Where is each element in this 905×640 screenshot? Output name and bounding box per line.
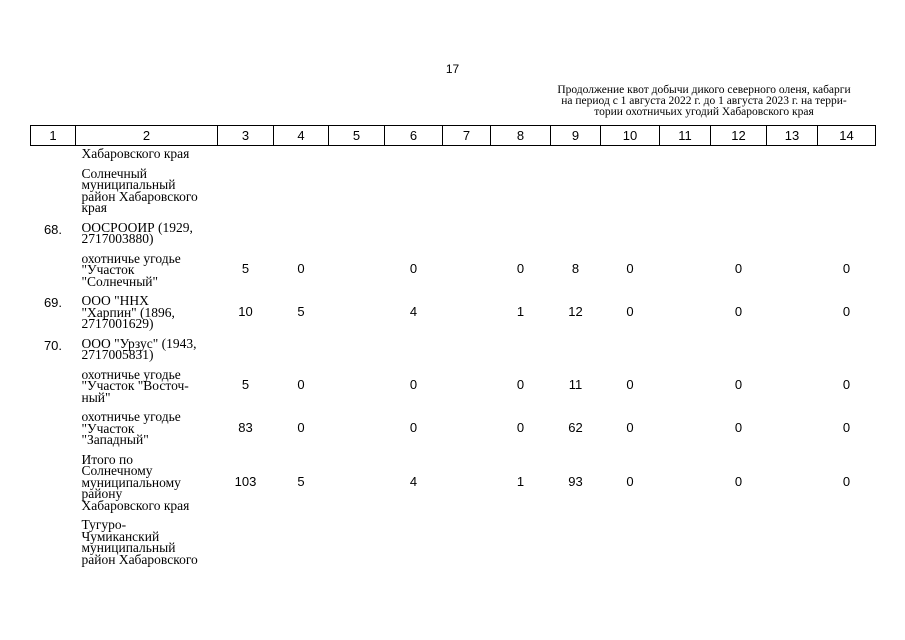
value-cell — [660, 166, 711, 220]
value-cell — [329, 336, 385, 367]
value-cell — [551, 220, 601, 251]
column-header: 9 — [551, 126, 601, 146]
value-cell — [660, 146, 711, 166]
value-cell — [443, 367, 491, 410]
value-cell: 0 — [626, 303, 634, 319]
value-cell: 0 — [842, 473, 851, 489]
value-cell: 0 — [626, 261, 634, 277]
value-cell: 5 — [241, 377, 250, 393]
value-cell: 62 — [568, 419, 583, 435]
value-cell — [711, 220, 767, 251]
row-name-cell: ООСРООИР (1929, 2717003880) — [81, 219, 193, 246]
value-cell — [329, 166, 385, 220]
value-cell — [551, 517, 601, 571]
value-cell: 11 — [568, 377, 583, 393]
value-cell: 0 — [734, 261, 743, 277]
value-cell — [601, 166, 660, 220]
caption-line: Продолжение квот добычи дикого северного оленя, кабарги — [557, 84, 851, 96]
column-header: 11 — [660, 126, 711, 146]
value-cell — [601, 336, 660, 367]
value-cell: 0 — [297, 377, 305, 393]
value-cell — [818, 336, 876, 367]
value-cell — [218, 146, 274, 166]
value-cell — [551, 166, 601, 220]
row-number-cell — [31, 251, 76, 294]
value-cell — [818, 517, 876, 571]
value-cell — [767, 452, 818, 518]
row-name-cell: Тугуро- Чумиканский муниципальный район Хабаровского — [81, 517, 198, 567]
value-cell — [443, 251, 491, 294]
value-cell — [818, 220, 876, 251]
value-cell: 4 — [409, 473, 418, 489]
value-cell: 0 — [734, 303, 743, 319]
row-number-cell — [31, 166, 76, 220]
value-cell: 103 — [234, 473, 257, 489]
value-cell — [329, 452, 385, 518]
value-cell — [443, 220, 491, 251]
value-cell: 0 — [626, 377, 634, 393]
caption-line: на период с 1 августа 2022 г. до 1 августа 2023 г. на терри- — [561, 95, 847, 107]
column-header: 7 — [443, 126, 491, 146]
value-cell: 10 — [238, 303, 253, 319]
value-cell: 0 — [297, 419, 305, 435]
value-cell: 0 — [409, 377, 418, 393]
row-name-cell: ООО "ННХ "Харпин" (1896, 2717001629) — [81, 293, 175, 331]
value-cell — [660, 293, 711, 336]
value-cell: 0 — [516, 419, 525, 435]
value-cell — [767, 166, 818, 220]
column-header: 13 — [767, 126, 818, 146]
value-cell — [385, 517, 443, 571]
value-cell — [329, 220, 385, 251]
row-name-cell: Хабаровского края — [81, 146, 190, 161]
table-row — [31, 293, 876, 336]
value-cell: 1 — [516, 473, 525, 489]
value-cell — [491, 336, 551, 367]
value-cell: 5 — [297, 303, 305, 319]
value-cell: 83 — [238, 419, 253, 435]
value-cell — [601, 146, 660, 166]
value-cell: 0 — [734, 377, 743, 393]
row-number-cell: 70. — [43, 337, 63, 353]
value-cell: 0 — [626, 419, 634, 435]
value-cell: 0 — [734, 419, 743, 435]
value-cell — [329, 367, 385, 410]
value-cell — [767, 336, 818, 367]
value-cell: 0 — [626, 473, 634, 489]
table-row — [31, 251, 876, 294]
value-cell — [491, 166, 551, 220]
value-cell: 8 — [571, 261, 580, 277]
value-cell — [767, 293, 818, 336]
value-cell: 12 — [568, 303, 583, 319]
row-number-cell — [31, 367, 76, 410]
value-cell — [767, 367, 818, 410]
value-cell — [711, 336, 767, 367]
value-cell — [329, 409, 385, 452]
value-cell — [660, 517, 711, 571]
value-cell — [711, 517, 767, 571]
row-name-cell: охотничье угодье "Участок "Западный" — [81, 409, 181, 447]
value-cell — [329, 517, 385, 571]
value-cell — [711, 166, 767, 220]
value-cell — [660, 367, 711, 410]
value-cell — [443, 517, 491, 571]
value-cell — [218, 220, 274, 251]
value-cell — [274, 517, 329, 571]
value-cell — [601, 220, 660, 251]
value-cell — [329, 251, 385, 294]
value-cell — [329, 146, 385, 166]
value-cell: 5 — [297, 473, 305, 489]
value-cell — [274, 166, 329, 220]
value-cell — [218, 517, 274, 571]
value-cell — [551, 146, 601, 166]
value-cell — [551, 336, 601, 367]
value-cell — [329, 293, 385, 336]
column-number-row — [31, 126, 876, 146]
value-cell — [274, 220, 329, 251]
row-number-cell: 68. — [43, 221, 63, 237]
value-cell — [660, 220, 711, 251]
table-row — [31, 220, 876, 251]
value-cell — [443, 166, 491, 220]
value-cell — [660, 336, 711, 367]
value-cell — [660, 452, 711, 518]
column-header: 1 — [31, 126, 76, 146]
table-row — [31, 336, 876, 367]
value-cell — [767, 146, 818, 166]
value-cell — [218, 166, 274, 220]
value-cell — [660, 251, 711, 294]
row-name-cell: ООО "Урзус" (1943, 2717005831) — [81, 335, 197, 362]
value-cell — [767, 517, 818, 571]
value-cell — [385, 336, 443, 367]
value-cell — [443, 409, 491, 452]
column-header: 14 — [818, 126, 876, 146]
table-row — [31, 452, 876, 518]
value-cell — [274, 336, 329, 367]
value-cell — [443, 146, 491, 166]
row-number-cell — [31, 146, 76, 166]
value-cell — [443, 293, 491, 336]
value-cell: 0 — [409, 419, 418, 435]
value-cell — [601, 517, 660, 571]
page-number: 17 — [445, 62, 460, 76]
table-row — [31, 146, 876, 166]
column-header: 4 — [274, 126, 329, 146]
value-cell — [443, 452, 491, 518]
table-row — [31, 409, 876, 452]
value-cell — [491, 517, 551, 571]
value-cell: 4 — [409, 303, 418, 319]
column-header: 5 — [329, 126, 385, 146]
value-cell: 0 — [842, 303, 851, 319]
value-cell — [818, 146, 876, 166]
row-name-cell: охотничье угодье "Участок "Восточ- ный" — [81, 366, 189, 405]
column-header: 6 — [385, 126, 443, 146]
value-cell: 0 — [516, 261, 525, 277]
value-cell — [660, 409, 711, 452]
value-cell — [385, 166, 443, 220]
value-cell — [491, 146, 551, 166]
row-name-cell: охотничье угодье "Участок "Солнечный" — [81, 250, 181, 289]
table-caption — [536, 85, 872, 118]
value-cell — [385, 220, 443, 251]
value-cell: 0 — [842, 261, 851, 277]
table-row — [31, 166, 876, 220]
value-cell — [767, 220, 818, 251]
value-cell: 0 — [297, 261, 305, 277]
value-cell — [443, 336, 491, 367]
caption-line: тории охотничьих угодий Хабаровского края — [594, 106, 814, 118]
row-name-cell: Солнечный муниципальный район Хабаровского края — [81, 165, 198, 215]
column-header: 2 — [76, 126, 218, 146]
column-header: 3 — [218, 126, 274, 146]
value-cell: 93 — [568, 473, 583, 489]
value-cell — [818, 166, 876, 220]
row-number-cell — [31, 517, 76, 571]
value-cell — [491, 220, 551, 251]
value-cell: 1 — [516, 303, 525, 319]
row-number-cell — [31, 452, 76, 518]
value-cell: 5 — [241, 261, 250, 277]
row-number-cell: 69. — [43, 295, 63, 310]
table-row — [31, 517, 876, 571]
value-cell: 0 — [842, 419, 851, 435]
value-cell: 0 — [516, 377, 525, 393]
column-header: 8 — [491, 126, 551, 146]
value-cell: 0 — [734, 473, 743, 489]
value-cell — [767, 251, 818, 294]
row-name-cell: Итого по Солнечному муниципальному району Хабаровского края — [81, 451, 190, 513]
value-cell: 0 — [842, 377, 851, 393]
table-row — [31, 367, 876, 410]
column-header: 10 — [601, 126, 660, 146]
quota-table — [30, 125, 876, 571]
value-cell — [218, 336, 274, 367]
row-number-cell — [31, 409, 76, 452]
column-header: 12 — [711, 126, 767, 146]
value-cell — [274, 146, 329, 166]
value-cell — [385, 146, 443, 166]
value-cell — [767, 409, 818, 452]
value-cell: 0 — [409, 261, 418, 277]
value-cell — [711, 146, 767, 166]
